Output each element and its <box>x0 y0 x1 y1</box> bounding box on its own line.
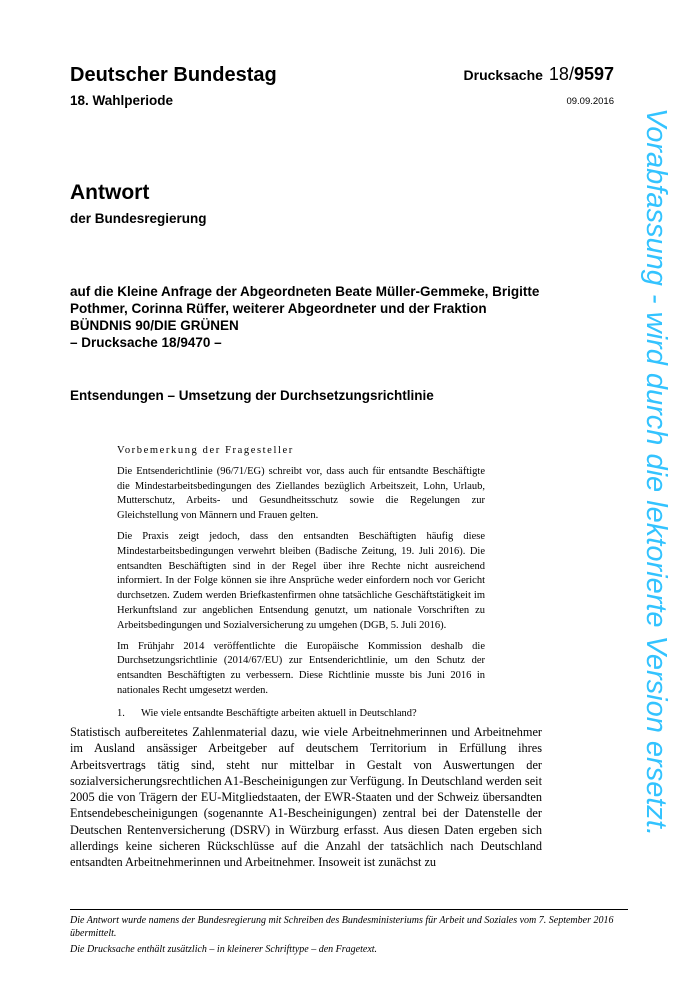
inquiry-reference: – Drucksache 18/9470 – <box>70 335 222 350</box>
answer-text: Statistisch aufbereitetes Zahlenmaterial dazu, wie viele Arbeitnehmerinnen und Arbeitnehmer im Ausland ansässiger Arbeitgeber auf deutschem Territorium in Erfüllung ihres Arbeitsvertrags tätig sind, steht nur mittelbar in Gestalt von Auswertungen der sozialversicherungsrechtlichen A1-Bescheinigungen zur Verfügung. In Deutschland werden seit 2005 die von Trägern der EU-Mitgliedstaaten, der EWR-Staaten und der Schweiz übersandten Entsendebescheinigungen (sogenannte A1-Bescheinigungen) zentral bei der Datenstelle der Deutschen Rentenversicherung (DSRV) in Würzburg erfasst. Aus diesen Daten ergeben sich allerdings keine sicheren Rückschlüsse auf die Anzahl der tatsächlich nach Deutschland entsandten Arbeitnehmerinnen und Arbeitnehmer. Insoweit ist zunächst zu <box>70 725 542 870</box>
drucksache-number: 9597 <box>573 64 614 84</box>
document-date: 09.09.2016 <box>566 96 614 107</box>
document-title: Antwort <box>70 181 150 204</box>
legislative-period: 18. Wahlperiode <box>70 93 174 108</box>
preliminary-remarks <box>117 444 485 705</box>
question <box>117 708 497 719</box>
drucksache-label: Drucksache <box>463 67 543 83</box>
inquiry-block <box>70 283 550 351</box>
footer-note-transmission: Die Antwort wurde namens der Bundesregierung mit Schreiben des Bundesministeriums für Arbeit und Soziales vom 7. September 2016 übermittelt. <box>70 915 614 939</box>
subject-heading: Entsendungen – Umsetzung der Durchsetzungsrichtlinie <box>70 388 434 403</box>
question-number: 1. <box>117 708 125 719</box>
inquiry-text: auf die Kleine Anfrage der Abgeordneten Beate Müller-Gemmeke, Brigitte Pothmer, Corinna Rüffer, weiterer Abgeordneter und der Fraktion BÜNDNIS 90/DIE GRÜNEN <box>70 284 540 333</box>
draft-watermark: Vorabfassung - wird durch die lektorierte Version ersetzt. <box>640 108 672 837</box>
document-subtitle: der Bundesregierung <box>70 211 207 226</box>
preliminary-paragraph: Die Praxis zeigt jedoch, dass den entsandten Beschäftigten häufig diese Mindestarbeitsbedingungen verwehrt bleiben (Badische Zeitung, 19. Juli 2016). Die entsandten Beschäftigten sind in der Regel über ihre Rechte nicht ausreichend informiert. In der Folge können sie ihre Ansprüche weder einfordern noch vor Gericht durchsetzen. Zudem werden Briefkastenfirmen ohne tatsächliche Geschäftstätigkeit im Herkunftsland zur angeblichen Entsendung genutzt, um nationale Vorschriften zu Arbeitsbedingungen und Sozialversicherung zu umgehen (DGB, 5. Juli 2016). <box>117 530 485 631</box>
footer-divider <box>70 909 628 910</box>
question-text: Wie viele entsandte Beschäftigte arbeiten aktuell in Deutschland? <box>141 708 417 719</box>
preliminary-paragraph: Im Frühjahr 2014 veröffentlichte die Europäische Kommission deshalb die Durchsetzungsrichtlinie (2014/67/EU) zur Entsenderichtlinie, um den Schutz der entsandten Beschäftigten zu verbessern. Diese Richtlinie musste bis Juni 2016 in nationales Recht umgesetzt werden. <box>117 640 485 696</box>
footer-note-contents: Die Drucksache enthält zusätzlich – in kleinerer Schrifttype – den Fragetext. <box>70 944 378 955</box>
preliminary-paragraph: Die Entsenderichtlinie (96/71/EG) schreibt vor, dass auch für entsandte Beschäftigte die Mindestarbeitsbedingungen des Ziellandes bezüglich Arbeitszeit, Lohn, Urlaub, Mutterschutz, Arbeits- und Gesundheitsschutz sowie die Regelungen zur Gleichstellung von Männern und Frauen gelten. <box>117 465 485 522</box>
preliminary-heading: Vorbemerkung der Fragesteller <box>117 445 294 456</box>
organization-title: Deutscher Bundestag <box>70 64 277 86</box>
drucksache-prefix: 18/ <box>548 64 574 84</box>
drucksache-block <box>464 64 614 85</box>
